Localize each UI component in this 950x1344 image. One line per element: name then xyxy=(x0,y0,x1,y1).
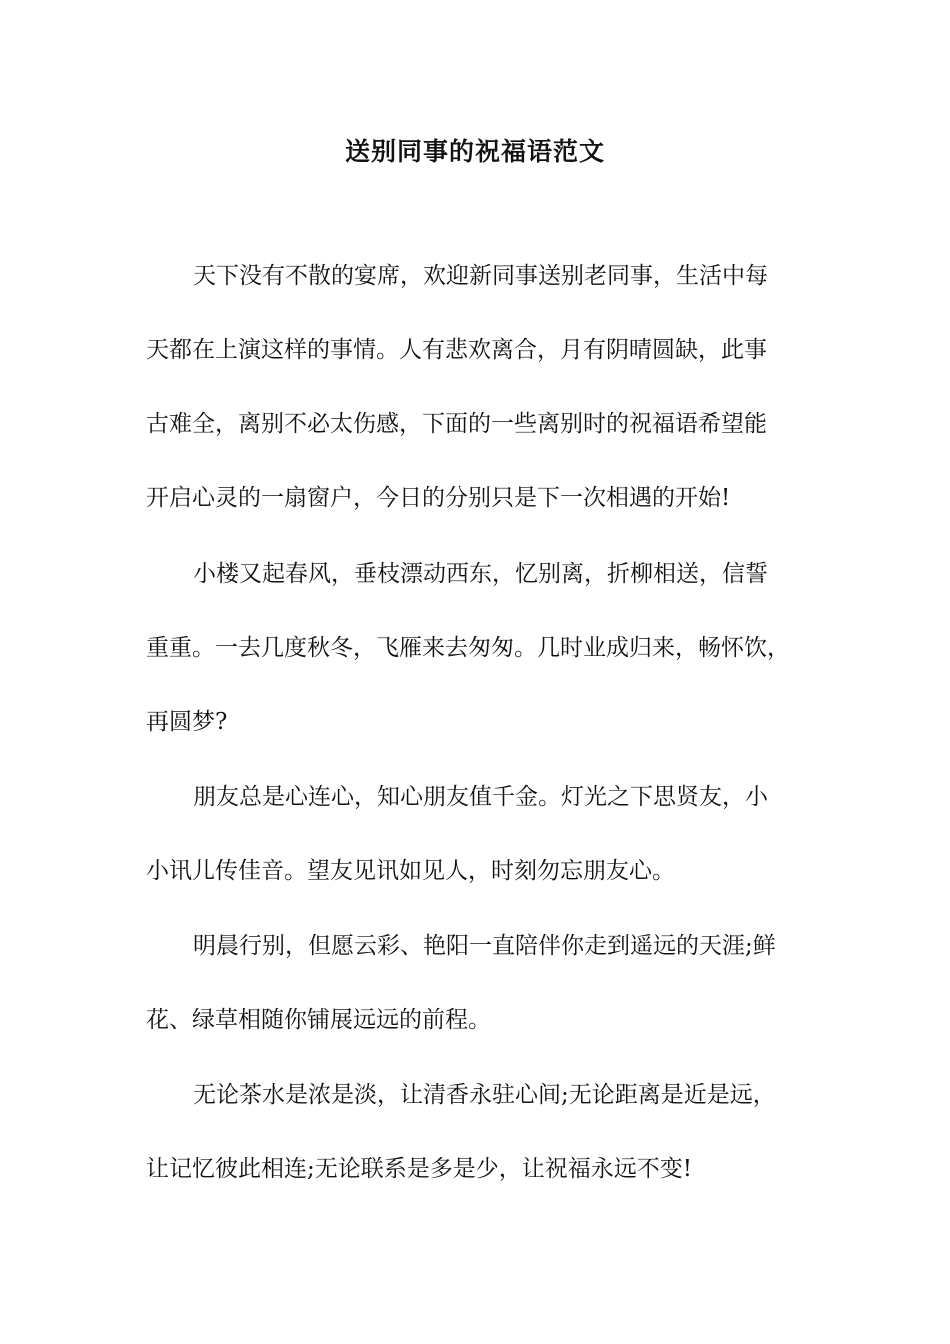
paragraph-5-line-2: 让记忆彼此相连;无论联系是多是少，让祝福永远不变! xyxy=(146,1156,692,1182)
paragraph-1-line-1: 天下没有不散的宴席，欢迎新同事送别老同事，生活中每 xyxy=(193,263,768,289)
document-title: 送别同事的祝福语范文 xyxy=(344,137,605,166)
paragraph-4-line-1: 明晨行别，但愿云彩、艳阳一直陪伴你走到遥远的天涯;鲜 xyxy=(193,933,776,959)
paragraph-3-line-2: 小讯儿传佳音。望友见讯如见人，时刻勿忘朋友心。 xyxy=(146,858,675,884)
paragraph-1-line-4: 开启心灵的一扇窗户，今日的分别只是下一次相遇的开始! xyxy=(146,485,731,511)
paragraph-2-line-1: 小楼又起春风，垂枝漂动西东，忆别离，折柳相送，信誓 xyxy=(193,561,768,587)
paragraph-2-line-2: 重重。一去几度秋冬，飞雁来去匆匆。几时业成归来，畅怀饮， xyxy=(146,635,790,661)
paragraph-3-line-1: 朋友总是心连心，知心朋友值千金。灯光之下思贤友，小 xyxy=(193,784,768,810)
paragraph-5-line-1: 无论茶水是浓是淡，让清香永驻心间;无论距离是近是远， xyxy=(193,1082,776,1108)
paragraph-4-line-2: 花、绿草相随你铺展远远的前程。 xyxy=(146,1007,491,1033)
paragraph-2-line-3: 再圆梦? xyxy=(146,709,228,735)
paragraph-1-line-3: 古难全，离别不必太伤感，下面的一些离别时的祝福语希望能 xyxy=(146,411,767,437)
paragraph-1-line-2: 天都在上演这样的事情。人有悲欢离合，月有阴晴圆缺，此事 xyxy=(146,337,767,363)
